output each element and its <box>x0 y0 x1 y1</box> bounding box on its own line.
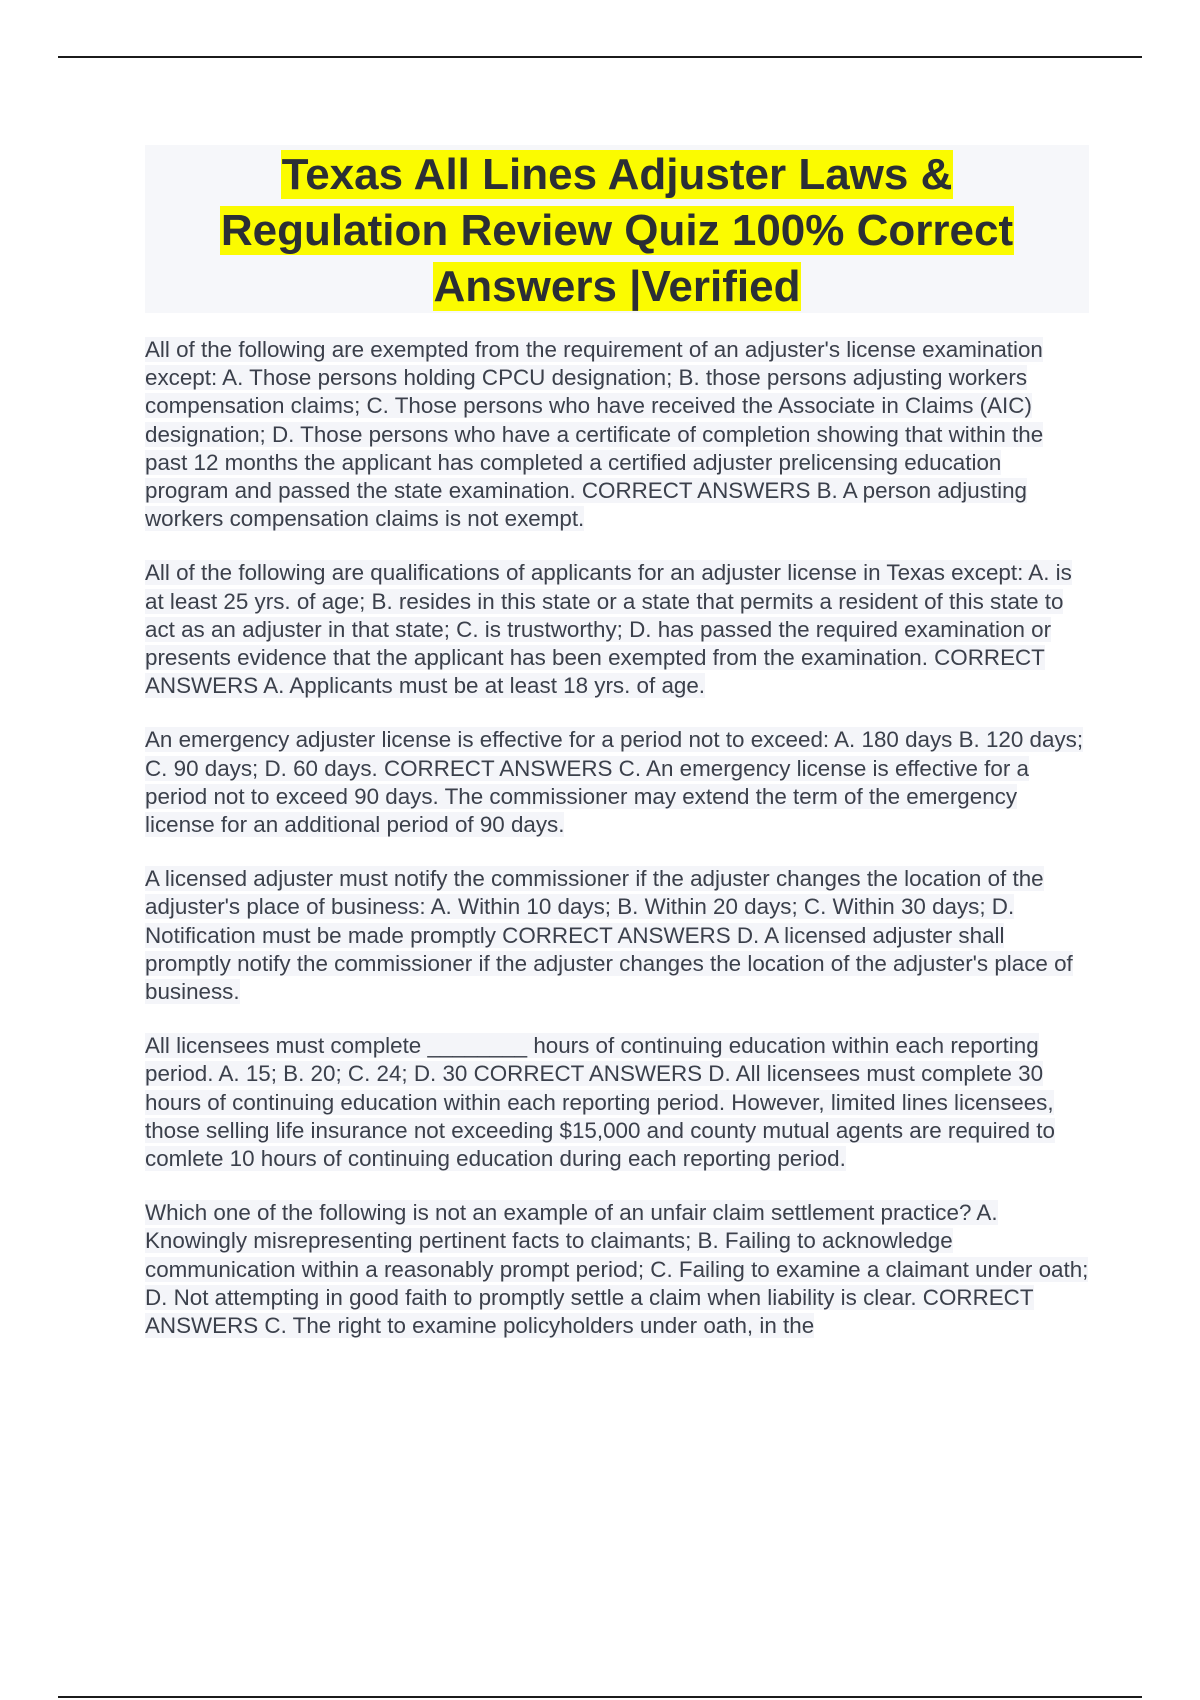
question-paragraph-1 <box>145 336 1089 533</box>
top-rule <box>58 56 1142 58</box>
question-text: A licensed adjuster must notify the commissioner if the adjuster changes the location of the adjuster's place of business: A. Within 10 days; B. Within 20 days; C. Within 30 days; D. Notification must be made promptly CORRECT ANSWERS D. A licensed adjuster shall promptly notify the commissioner if the adjuster changes the location of the adjuster's place of business. <box>145 866 1073 1005</box>
title-line-2: Regulation Review Quiz 100% Correct <box>220 206 1014 255</box>
bottom-rule <box>58 1696 1142 1698</box>
title-block <box>145 145 1089 313</box>
question-paragraph-4 <box>145 865 1089 1006</box>
question-paragraph-5 <box>145 1032 1089 1173</box>
question-text: All of the following are qualifications of applicants for an adjuster license in Texas except: A. is at least 25 yrs. of age; B. resides in this state or a state that permits a resident of this state to act as an adjuster in that state; C. is trustworthy; D. has passed the required examination or presents evidence that the applicant has been exempted from the examination. CORRECT ANSWERS A. Applicants must be at least 18 yrs. of age. <box>145 560 1072 699</box>
question-text: All licensees must complete ________ hours of continuing education within each reporting period. A. 15; B. 20; C. 24; D. 30 CORRECT ANSWERS D. All licensees must complete 30 hours of continuing education within each reporting period. However, limited lines licensees, those selling life insurance not exceeding $15,000 and county mutual agents are required to comlete 10 hours of continuing education during each reporting period. <box>145 1033 1055 1172</box>
question-paragraph-2 <box>145 559 1089 700</box>
question-paragraph-6 <box>145 1199 1089 1340</box>
question-list <box>145 336 1089 1366</box>
question-text: An emergency adjuster license is effective for a period not to exceed: A. 180 days B. 120 days; C. 90 days; D. 60 days. CORRECT ANSWERS C. An emergency license is effective for a period not to exceed 90 days. The commissioner may extend the term of the emergency license for an additional period of 90 days. <box>145 727 1084 838</box>
question-text: All of the following are exempted from the requirement of an adjuster's license examination except: A. Those persons holding CPCU designation; B. those persons adjusting workers compensation claims; C. Those persons who have received the Associate in Claims (AIC) designation; D. Those persons who have a certificate of completion showing that within the past 12 months the applicant has completed a certified adjuster prelicensing education program and passed the state examination. CORRECT ANSWERS B. A person adjusting workers compensation claims is not exempt. <box>145 337 1044 532</box>
title-line-3: Answers |Verified <box>433 262 801 311</box>
question-text: Which one of the following is not an example of an unfair claim settlement practice? A. Knowingly misrepresenting pertinent facts to claimants; B. Failing to acknowledge communication within a reasonably prompt period; C. Failing to examine a claimant under oath; D. Not attempting in good faith to promptly settle a claim when liability is clear. CORRECT ANSWERS C. The right to examine policyholders under oath, in the <box>145 1200 1089 1339</box>
question-paragraph-3 <box>145 726 1089 839</box>
title-line-1: Texas All Lines Adjuster Laws & <box>281 150 953 199</box>
document-title <box>145 145 1089 315</box>
